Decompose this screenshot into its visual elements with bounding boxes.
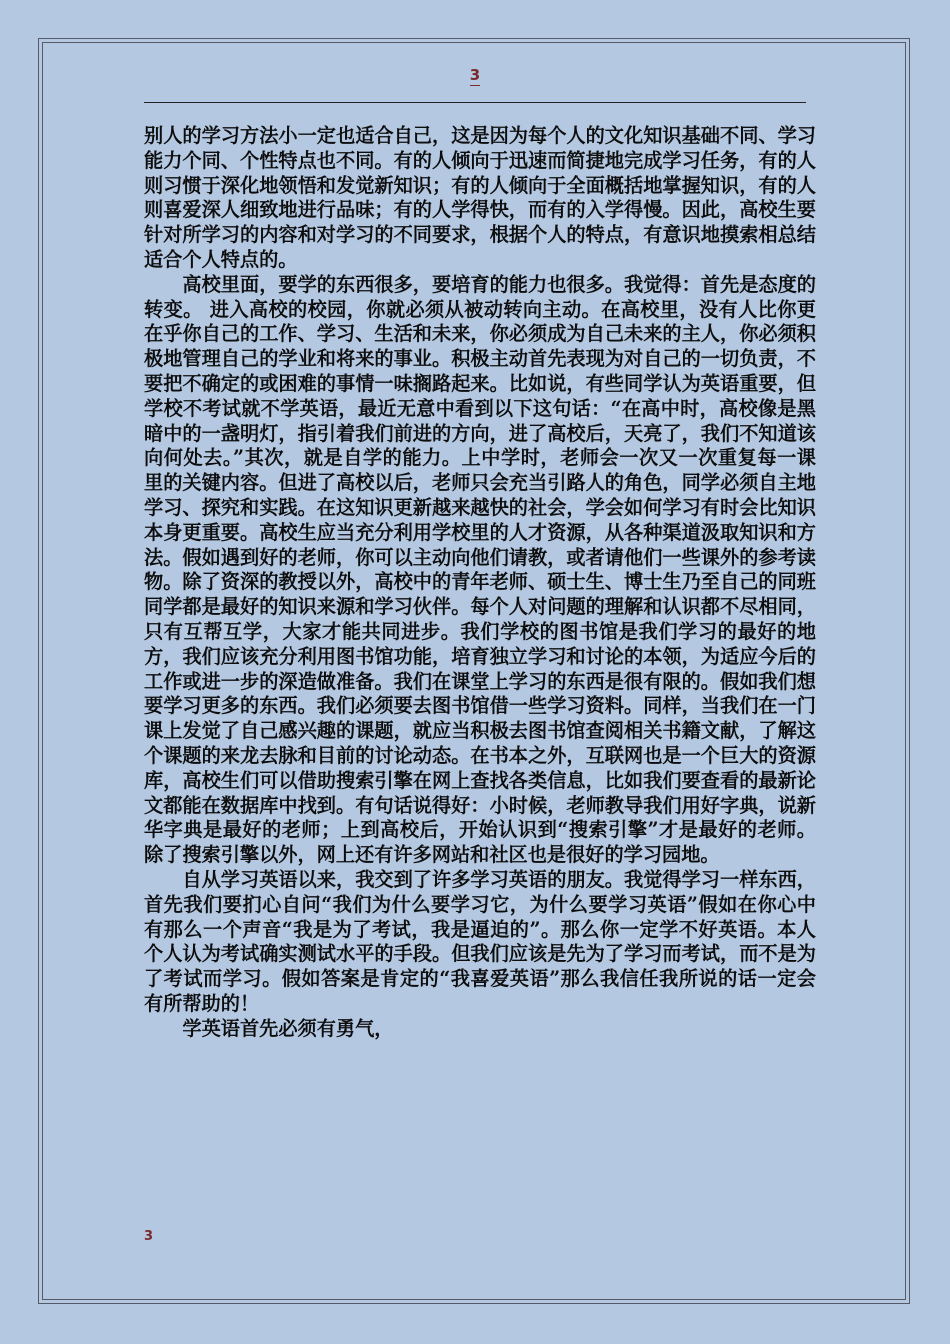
- header-rule: [144, 102, 806, 103]
- paragraph-2: 高校里面，要学的东西很多，要培育的能力也很多。我觉得：首先是态度的转变。 进入高校的校园，你就必须从被动转向主动。在高校里，没有人比你更在乎你自己的工作、学习、生活和未来，你必须成为自己未来的主人，你必须积极地管理自己的学业和将来的事业。积极主动首先表现为对自己的一切负责，不要把不确定的或困难的事情一味搁路起来。比如说，有些同学认为英语重要，但学校不考试就不学英语，最近无意中看到以下这句话：“在高中时，高校像是黑暗中的一盏明灯，指引着我们前进的方向，进了高校后，天亮了，我们不知道该向何处去。”其次，就是自学的能力。上中学时，老师会一次又一次重复每一课里的关键内容。但进了高校以后，老师只会充当引路人的角色，同学必须自主地学习、探究和实践。在这知识更新越来越快的社会，学会如何学习有时会比知识本身更重要。高校生应当充分利用学校里的人才资源，从各种渠道汲取知识和方法。假如遇到好的老师，你可以主动向他们请教，或者请他们一些课外的参考读物。除了资深的教授以外，高校中的青年老师、硕士生、博士生乃至自己的同班同学都是最好的知识来源和学习伙伴。每个人对问题的理解和认识都不尽相同，只有互帮互学，大家才能共同进步。我们学校的图书馆是我们学习的最好的地方，我们应该充分利用图书馆功能，培育独立学习和讨论的本领，为适应今后的工作或进一步的深造做准备。我们在课堂上学习的东西是很有限的。假如我们想要学习更多的东西。我们必须要去图书馆借一些学习资料。同样，当我们在一门课上发觉了自己感兴趣的课题，就应当积极去图书馆查阅相关书籍文献，了解这个课题的来龙去脉和目前的讨论动态。在书本之外，互联网也是一个巨大的资源库，高校生们可以借助搜索引擎在网上查找各类信息，比如我们要查看的最新论文都能在数据库中找到。有句话说得好：小时候，老师教导我们用好字典，说新华字典是最好的老师；上到高校后，开始认识到“搜索引擎”才是最好的老师。除了搜索引擎以外，网上还有许多网站和社区也是很好的学习园地。: [144, 272, 816, 867]
- header-page-number: 3: [469, 66, 481, 84]
- paragraph-4: 学英语首先必须有勇气，: [182, 1016, 394, 1040]
- header-page-number-underline: [470, 85, 480, 86]
- paragraph-3: 自从学习英语以来，我交到了许多学习英语的朋友。我觉得学习一样东西，首先我们要扪心自问“我们为什么要学习它，为什么要学习英语”假如在你心中有那么一个声音“我是为了考试，我是逼迫的”。那么你一定学不好英语。本人个人认为考试确实测试水平的手段。但我们应该是先为了学习而考试，而不是为了考试而学习。假如答案是肯定的“我喜爱英语”那么我信任我所说的话一定会有所帮助的！: [144, 867, 816, 1015]
- paragraph-1: 别人的学习方法小一定也适合自己，这是因为每个人的文化知识基础不同、学习能力个同、个性特点也不同。有的人倾向于迅速而简捷地完成学习任务，有的人则习惯于深化地领悟和发觉新知识；有的人倾向于全面概括地掌握知识，有的人则喜爱深人细致地进行品味；有的人学得快，而有的入学得慢。因此，高校生要针对所学习的内容和对学习的不同要求，根据个人的特点，有意识地摸索相总结适合个人特点的。: [144, 124, 816, 271]
- document-body: [144, 124, 816, 1041]
- footer-page-number: 3: [144, 1229, 154, 1244]
